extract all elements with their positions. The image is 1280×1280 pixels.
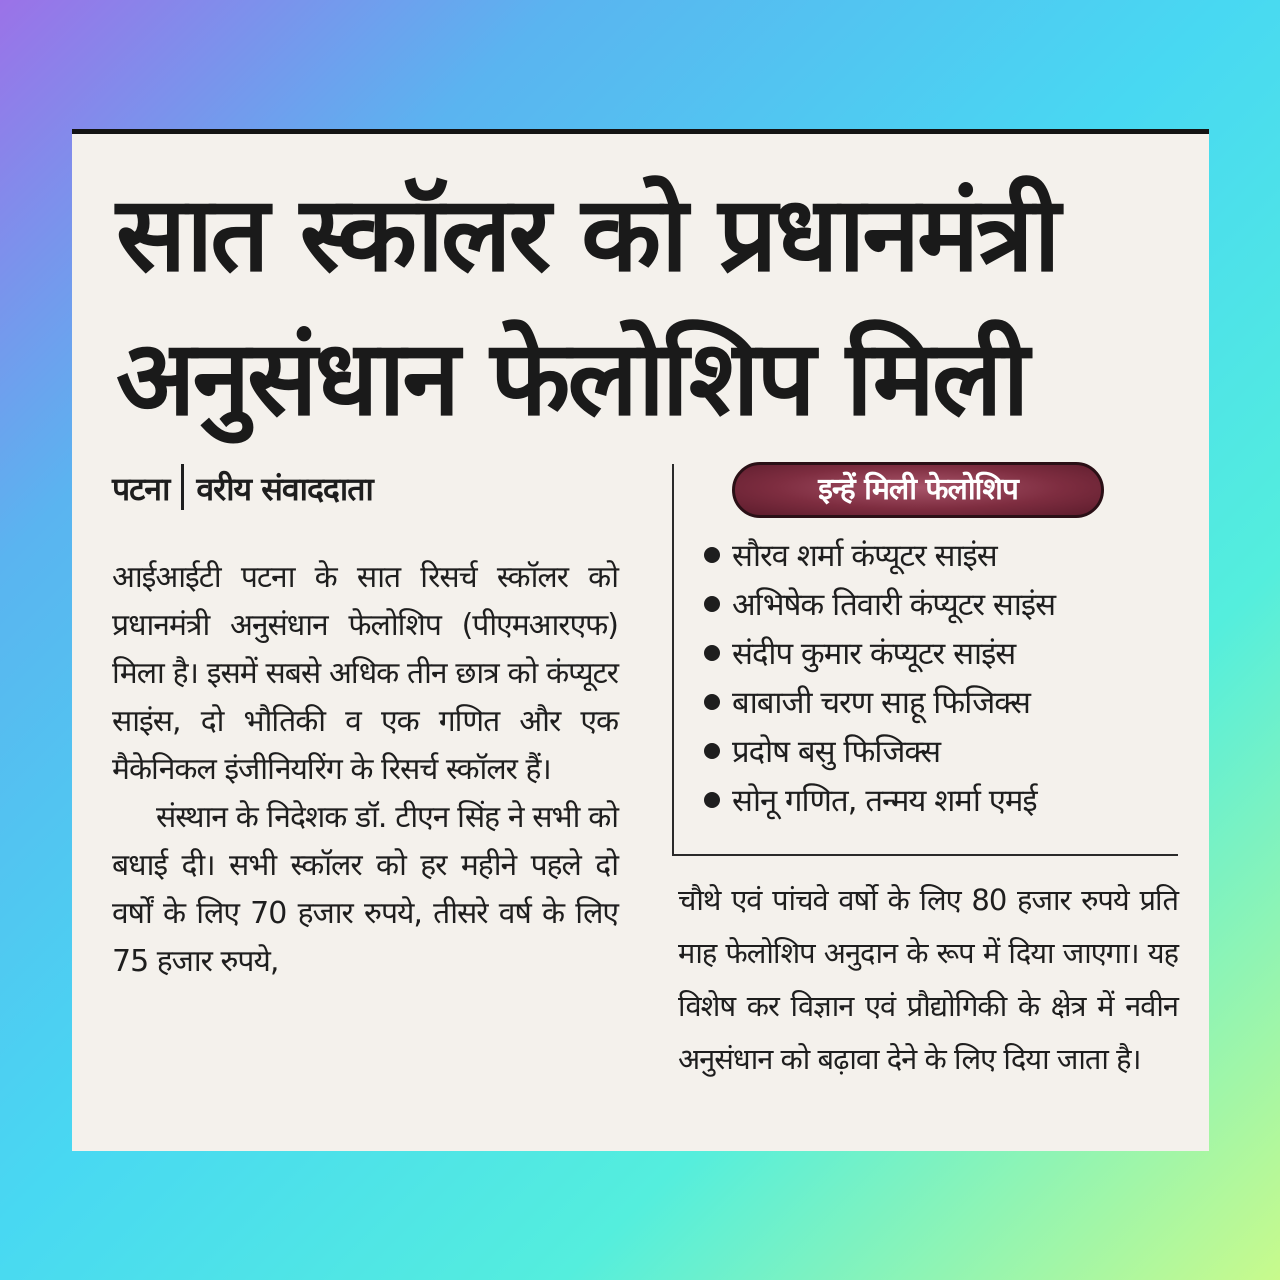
- list-item: संदीप कुमार कंप्यूटर साइंस: [704, 630, 1055, 679]
- article-body-right: [678, 874, 1178, 1086]
- bullet-icon: [704, 694, 720, 710]
- sidebar-box-bottom-rule: [674, 854, 1178, 856]
- fellowship-title-badge: इन्हें मिली फेलोशिप: [732, 462, 1104, 518]
- list-item: सौरव शर्मा कंप्यूटर साइंस: [704, 532, 1055, 581]
- bullet-icon: [704, 596, 720, 612]
- byline-separator: [181, 464, 184, 510]
- list-item: अभिषेक तिवारी कंप्यूटर साइंस: [704, 581, 1055, 630]
- headline-line-2: अनुसंधान फेलोशिप मिली: [116, 317, 1027, 439]
- bullet-icon: [704, 645, 720, 661]
- byline-author: वरीय संवाददाता: [196, 470, 373, 508]
- byline-place: पटना: [112, 470, 170, 508]
- newspaper-clipping: [72, 129, 1209, 1151]
- paragraph-1: आईआईटी पटना के सात रिसर्च स्कॉलर को प्रधानमंत्री अनुसंधान फेलोशिप (पीएमआरएफ) मिला है। इसमें सबसे अधिक तीन छात्र को कंप्यूटर साइंस, दो भौतिकी व एक गणित और एक मैकेनिकल इंजीनियरिंग के रिसर्च स्कॉलर हैं।: [112, 560, 618, 787]
- headline-line-1: सात स्कॉलर को प्रधानमंत्री: [116, 173, 1058, 295]
- fellowship-recipient-list: [704, 532, 1055, 826]
- paragraph-3: चौथे एवं पांचवे वर्षो के लिए 80 हजार रुपये प्रति माह फेलोशिप अनुदान के रूप में दिया जाएगा। यह विशेष कर विज्ञान एवं प्रौद्योगिकी के क्षेत्र में नवीन अनुसंधान को बढ़ावा देने के लिए दिया जाता है।: [678, 883, 1178, 1076]
- headline: [116, 162, 1176, 450]
- list-item: प्रदोष बसु फिजिक्स: [704, 728, 1055, 777]
- column-divider: [672, 464, 674, 856]
- paragraph-2: संस्थान के निदेशक डॉ. टीएन सिंह ने सभी को बधाई दी। सभी स्कॉलर को हर महीने पहले दो वर्षों के लिए 70 हजार रुपये, तीसरे वर्ष के लिए 75 हजार रुपये,: [112, 800, 618, 979]
- bullet-icon: [704, 547, 720, 563]
- list-item: बाबाजी चरण साहू फिजिक्स: [704, 679, 1055, 728]
- bullet-icon: [704, 743, 720, 759]
- article-body-left: [112, 554, 618, 986]
- bullet-icon: [704, 792, 720, 808]
- list-item: सोनू गणित, तन्मय शर्मा एमई: [704, 777, 1055, 826]
- byline: [112, 464, 373, 510]
